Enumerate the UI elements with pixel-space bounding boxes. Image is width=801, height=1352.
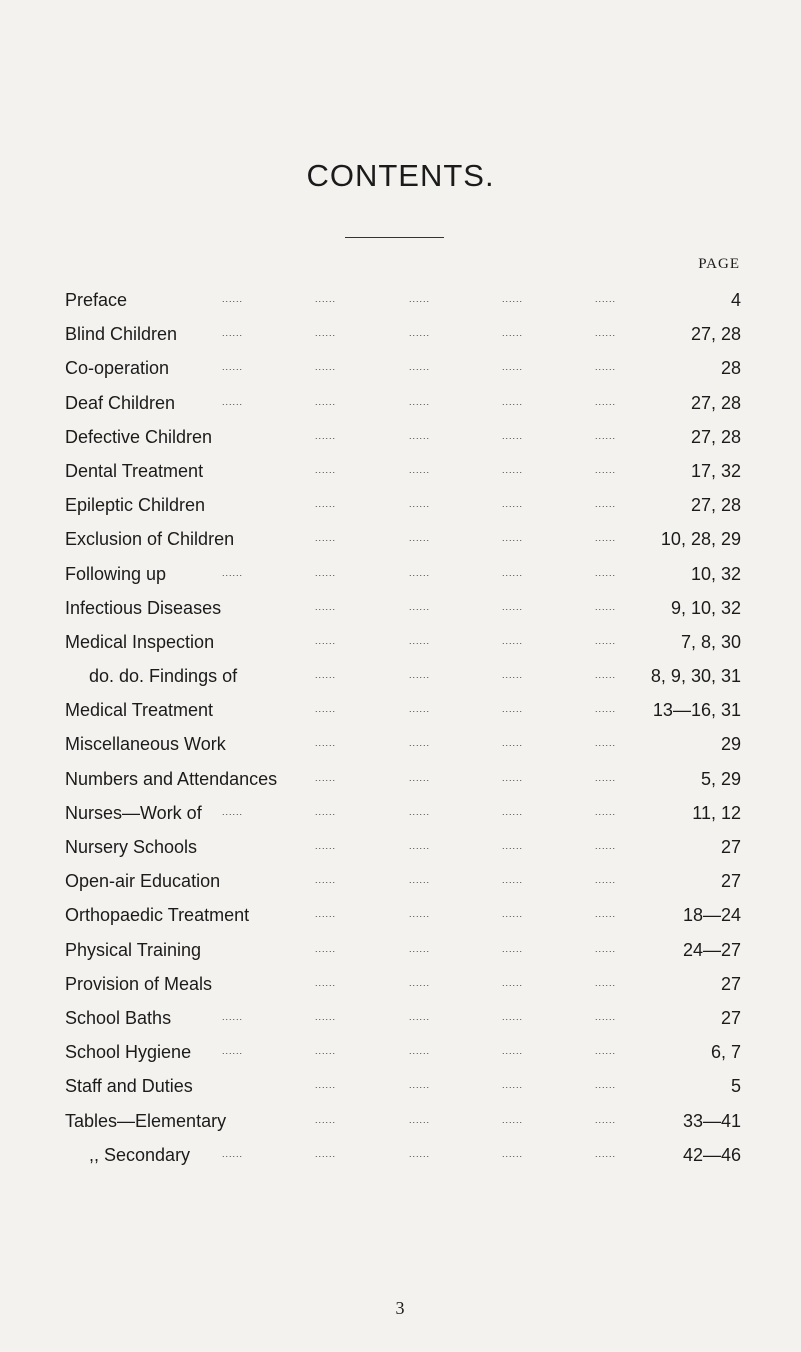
leader-dots: ......	[315, 396, 337, 407]
contents-entry	[65, 1139, 741, 1173]
leader-dots: ......	[409, 806, 431, 817]
leader-dots: ......	[595, 841, 617, 851]
leader-dots: ......	[315, 1148, 337, 1159]
entry-pages: 27, 28	[690, 392, 741, 413]
contents-entry	[65, 1070, 741, 1104]
entry-pages: 7, 8, 30	[680, 631, 741, 652]
entry-title: School Hygiene	[65, 1042, 192, 1063]
leader-dots: ......	[315, 772, 337, 783]
entry-pages: 27	[720, 837, 741, 857]
leader-dots: ......	[315, 841, 337, 851]
leader-dots: ......	[502, 567, 524, 578]
leader-dots: ......	[595, 1011, 617, 1022]
entry-pages: 27	[720, 1007, 741, 1028]
leader-dots: ......	[502, 1046, 524, 1057]
leader-dots: ......	[502, 909, 524, 920]
entry-pages: 29	[720, 734, 741, 755]
leader-dots: ......	[502, 772, 524, 783]
entry-title: do. do. Findings of	[89, 666, 238, 687]
entry-title: Medical Inspection	[65, 631, 215, 652]
leader-dots: ......	[502, 738, 524, 749]
contents-entry	[65, 558, 741, 592]
contents-entry	[65, 660, 741, 694]
entry-title: School Baths	[65, 1007, 172, 1028]
leader-dots: ......	[315, 875, 337, 886]
leader-dots: ......	[595, 294, 617, 304]
entry-pages: 27	[720, 973, 741, 994]
leader-dots: ......	[222, 362, 244, 373]
contents-entry	[65, 1105, 741, 1139]
leader-dots: ......	[502, 430, 524, 441]
contents-entry	[65, 1036, 741, 1070]
leader-dots: ......	[502, 1080, 524, 1091]
leader-dots: ......	[222, 1148, 244, 1159]
leader-dots: ......	[315, 601, 337, 612]
entry-title: Infectious Diseases	[65, 597, 222, 618]
leader-dots: ......	[222, 567, 244, 578]
page-column-header: PAGE	[698, 256, 740, 272]
leader-dots: ......	[595, 977, 617, 988]
entry-title: Exclusion of Children	[65, 529, 235, 550]
entry-pages: 27, 28	[690, 426, 741, 447]
leader-dots: ......	[409, 635, 431, 646]
leader-dots: ......	[502, 704, 524, 715]
leader-dots: ......	[502, 806, 524, 817]
leader-dots: ......	[502, 362, 524, 373]
contents-entry	[65, 523, 741, 557]
leader-dots: ......	[502, 875, 524, 886]
title-divider	[345, 237, 444, 238]
leader-dots: ......	[409, 533, 431, 544]
entry-title: Staff and Duties	[65, 1076, 193, 1097]
leader-dots: ......	[409, 1114, 431, 1125]
leader-dots: ......	[502, 1148, 524, 1159]
leader-dots: ......	[595, 772, 617, 783]
leader-dots: ......	[502, 464, 524, 475]
entry-pages: 33—41	[682, 1110, 741, 1131]
contents-entry	[65, 865, 741, 899]
entry-pages: 27, 28	[690, 495, 741, 516]
entry-title: Numbers and Attendances	[65, 768, 278, 789]
leader-dots: ......	[595, 635, 617, 646]
entry-title: Nursery Schools	[65, 837, 198, 857]
leader-dots: ......	[222, 396, 244, 407]
leader-dots: ......	[595, 1080, 617, 1091]
leader-dots: ......	[222, 294, 244, 304]
leader-dots: ......	[595, 1148, 617, 1159]
leader-dots: ......	[502, 943, 524, 954]
entry-title: Following up	[65, 563, 167, 584]
leader-dots: ......	[315, 738, 337, 749]
leader-dots: ......	[595, 738, 617, 749]
contents-entry	[65, 489, 741, 523]
leader-dots: ......	[409, 362, 431, 373]
leader-dots: ......	[222, 1011, 244, 1022]
contents-entry	[65, 797, 741, 831]
leader-dots: ......	[502, 977, 524, 988]
leader-dots: ......	[595, 533, 617, 544]
leader-dots: ......	[502, 670, 524, 681]
leader-dots: ......	[315, 806, 337, 817]
leader-dots: ......	[502, 328, 524, 339]
entry-pages: 28	[720, 358, 741, 379]
leader-dots: ......	[502, 533, 524, 544]
entry-title: Preface	[65, 290, 128, 310]
leader-dots: ......	[595, 499, 617, 510]
leader-dots: ......	[502, 499, 524, 510]
entry-title: Open-air Education	[65, 871, 221, 892]
contents-entry	[65, 318, 741, 352]
leader-dots: ......	[595, 396, 617, 407]
leader-dots: ......	[595, 464, 617, 475]
leader-dots: ......	[502, 601, 524, 612]
leader-dots: ......	[315, 567, 337, 578]
entry-pages: 11, 12	[692, 802, 741, 823]
leader-dots: ......	[409, 601, 431, 612]
contents-entry	[65, 934, 741, 968]
leader-dots: ......	[595, 1046, 617, 1057]
entry-pages: 5	[730, 1076, 741, 1097]
contents-entry	[65, 1002, 741, 1036]
leader-dots: ......	[409, 704, 431, 715]
leader-dots: ......	[315, 362, 337, 373]
entry-title: Blind Children	[65, 324, 178, 345]
leader-dots: ......	[409, 396, 431, 407]
entry-pages: 13—16, 31	[652, 700, 741, 721]
contents-entry	[65, 455, 741, 489]
leader-dots: ......	[315, 1011, 337, 1022]
leader-dots: ......	[315, 533, 337, 544]
contents-entry	[65, 899, 741, 933]
leader-dots: ......	[409, 738, 431, 749]
entry-title: Miscellaneous Work	[65, 734, 226, 755]
entry-title: Deaf Children	[65, 392, 176, 413]
entry-title: Orthopaedic Treatment	[65, 905, 250, 926]
leader-dots: ......	[409, 1046, 431, 1057]
leader-dots: ......	[315, 909, 337, 920]
leader-dots: ......	[595, 670, 617, 681]
leader-dots: ......	[502, 396, 524, 407]
leader-dots: ......	[409, 328, 431, 339]
contents-list	[65, 284, 741, 1173]
leader-dots: ......	[409, 670, 431, 681]
leader-dots: ......	[315, 294, 337, 304]
contents-entry	[65, 626, 741, 660]
entry-pages: 10, 32	[690, 563, 741, 584]
leader-dots: ......	[315, 704, 337, 715]
entry-pages: 42—46	[682, 1144, 741, 1165]
leader-dots: ......	[595, 704, 617, 715]
entry-title: Physical Training	[65, 939, 202, 960]
leader-dots: ......	[409, 875, 431, 886]
leader-dots: ......	[595, 328, 617, 339]
contents-entry	[65, 352, 741, 386]
entry-title: Tables—Elementary	[65, 1110, 227, 1131]
contents-entry	[65, 728, 741, 762]
leader-dots: ......	[595, 909, 617, 920]
leader-dots: ......	[409, 499, 431, 510]
entry-title: ,, Secondary	[89, 1144, 191, 1165]
leader-dots: ......	[409, 909, 431, 920]
entry-pages: 17, 32	[690, 460, 741, 481]
leader-dots: ......	[222, 1046, 244, 1057]
contents-entry	[65, 592, 741, 626]
leader-dots: ......	[502, 841, 524, 851]
leader-dots: ......	[315, 670, 337, 681]
leader-dots: ......	[502, 1114, 524, 1125]
leader-dots: ......	[222, 806, 244, 817]
leader-dots: ......	[409, 1148, 431, 1159]
entry-title: Medical Treatment	[65, 700, 214, 721]
leader-dots: ......	[502, 1011, 524, 1022]
contents-entry	[65, 694, 741, 728]
page-title: CONTENTS.	[306, 158, 495, 193]
leader-dots: ......	[409, 772, 431, 783]
leader-dots: ......	[595, 430, 617, 441]
entry-pages: 27, 28	[690, 324, 741, 345]
leader-dots: ......	[409, 567, 431, 578]
leader-dots: ......	[315, 1080, 337, 1091]
entry-title: Defective Children	[65, 426, 213, 447]
entry-pages: 4	[730, 290, 741, 310]
leader-dots: ......	[595, 601, 617, 612]
entry-pages: 9, 10, 32	[670, 597, 741, 618]
leader-dots: ......	[222, 328, 244, 339]
entry-pages: 10, 28, 29	[660, 529, 741, 550]
entry-pages: 27	[720, 871, 741, 892]
entry-title: Co-operation	[65, 358, 170, 379]
entry-pages: 8, 9, 30, 31	[650, 666, 741, 687]
leader-dots: ......	[315, 328, 337, 339]
contents-entry	[65, 421, 741, 455]
leader-dots: ......	[315, 464, 337, 475]
leader-dots: ......	[595, 806, 617, 817]
entry-title: Provision of Meals	[65, 973, 213, 994]
leader-dots: ......	[595, 875, 617, 886]
leader-dots: ......	[502, 294, 524, 304]
contents-entry	[65, 387, 741, 421]
contents-entry	[65, 831, 741, 865]
leader-dots: ......	[315, 977, 337, 988]
leader-dots: ......	[315, 1114, 337, 1125]
leader-dots: ......	[409, 430, 431, 441]
contents-entry	[65, 968, 741, 1002]
contents-entry	[65, 763, 741, 797]
leader-dots: ......	[315, 499, 337, 510]
entry-pages: 18—24	[682, 905, 741, 926]
leader-dots: ......	[315, 635, 337, 646]
leader-dots: ......	[409, 1011, 431, 1022]
contents-entry	[65, 284, 741, 318]
entry-pages: 5, 29	[700, 768, 741, 789]
leader-dots: ......	[409, 943, 431, 954]
leader-dots: ......	[502, 635, 524, 646]
leader-dots: ......	[409, 1080, 431, 1091]
leader-dots: ......	[409, 977, 431, 988]
leader-dots: ......	[409, 294, 431, 304]
entry-title: Nurses—Work of	[65, 802, 202, 823]
page-number: 3	[395, 1298, 405, 1318]
leader-dots: ......	[409, 841, 431, 851]
leader-dots: ......	[595, 943, 617, 954]
leader-dots: ......	[315, 430, 337, 441]
leader-dots: ......	[595, 1114, 617, 1125]
entry-pages: 24—27	[682, 939, 741, 960]
leader-dots: ......	[595, 362, 617, 373]
entry-title: Dental Treatment	[65, 460, 204, 481]
entry-pages: 6, 7	[710, 1042, 741, 1063]
leader-dots: ......	[595, 567, 617, 578]
entry-title: Epileptic Children	[65, 495, 206, 516]
leader-dots: ......	[315, 1046, 337, 1057]
leader-dots: ......	[315, 943, 337, 954]
leader-dots: ......	[409, 464, 431, 475]
